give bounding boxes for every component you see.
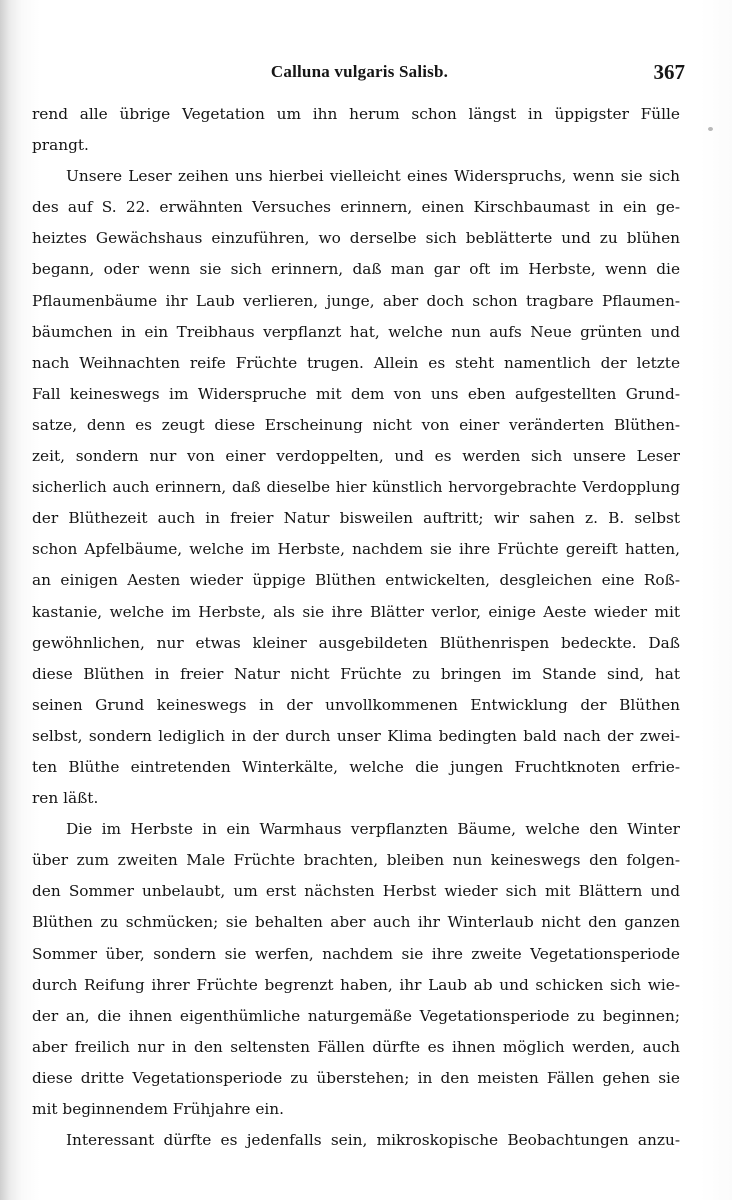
text-line: selbst, sondern lediglich in der durch unser Klima bedingten bald nach der zwei- xyxy=(32,726,680,745)
page-number: 367 xyxy=(653,60,685,84)
text-line: durch Reifung ihrer Früchte begrenzt haben, ihr Laub ab und schicken sich wie- xyxy=(32,975,680,994)
paragraph-first-line: Unsere Leser zeihen uns hierbei vielleicht eines Widerspruchs, wenn sie sich xyxy=(66,167,680,186)
page-header xyxy=(32,60,687,90)
text-line: seinen Grund keineswegs in der unvollkommenen Entwicklung der Blüthen xyxy=(32,695,680,714)
text-line: bäumchen in ein Treibhaus verpflanzt hat, welche nun aufs Neue grünten und xyxy=(32,322,680,341)
text-line: kastanie, welche im Herbste, als sie ihre Blätter verlor, einige Aeste wieder mit xyxy=(32,602,680,621)
paragraph-first-line: Die im Herbste in ein Warmhaus verpflanzten Bäume, welche den Winter xyxy=(66,820,680,839)
text-line: gewöhnlichen, nur etwas kleiner ausgebildeten Blüthenrispen bedeckte. Daß xyxy=(32,633,680,652)
text-line: sicherlich auch erinnern, daß dieselbe hier künstlich hervorgebrachte Verdopplung xyxy=(32,478,680,497)
text-line: prangt. xyxy=(32,136,89,155)
text-line: an einigen Aesten wieder üppige Blüthen entwickelten, desgleichen eine Roß- xyxy=(32,571,680,590)
text-line: aber freilich nur in den seltensten Fällen dürfte es ihnen möglich werden, auch xyxy=(32,1037,680,1056)
text-line: diese dritte Vegetationsperiode zu überstehen; in den meisten Fällen gehen sie xyxy=(32,1068,680,1087)
text-line: der an, die ihnen eigenthümliche naturgemäße Vegetationsperiode zu beginnen; xyxy=(32,1006,680,1025)
text-line: Pflaumenbäume ihr Laub verlieren, junge, aber doch schon tragbare Pflaumen- xyxy=(32,291,680,310)
text-line: ten Blüthe eintretenden Winterkälte, welche die jungen Fruchtknoten erfrie- xyxy=(32,757,680,776)
text-line: satze, denn es zeugt diese Erscheinung nicht von einer veränderten Blüthen- xyxy=(32,415,680,434)
body-text xyxy=(32,99,680,1156)
text-line: mit beginnendem Frühjahre ein. xyxy=(32,1100,284,1118)
running-title: Calluna vulgaris Salisb. xyxy=(270,62,449,81)
text-line: rend alle übrige Vegetation um ihn herum schon längst in üppigster Fülle xyxy=(32,105,680,123)
text-line: ren läßt. xyxy=(32,789,99,808)
text-line: diese Blüthen in freier Natur nicht Früchte zu bringen im Stande sind, hat xyxy=(32,664,680,683)
text-line: der Blüthezeit auch in freier Natur bisweilen auftritt; wir sahen z. B. selbst xyxy=(32,509,680,528)
text-line: Fall keineswegs im Widerspruche mit dem von uns eben aufgestellten Grund- xyxy=(32,384,680,403)
text-line: begann, oder wenn sie sich erinnern, daß man gar oft im Herbste, wenn die xyxy=(32,260,680,279)
text-line: nach Weihnachten reife Früchte trugen. Allein es steht namentlich der letzte xyxy=(32,353,680,372)
text-line: heiztes Gewächshaus einzuführen, wo derselbe sich beblätterte und zu blühen xyxy=(32,229,680,248)
text-line: zeit, sondern nur von einer verdoppelten, und es werden sich unsere Leser xyxy=(32,447,680,466)
text-line: den Sommer unbelaubt, um erst nächsten Herbst wieder sich mit Blättern und xyxy=(32,882,680,901)
paper-speck xyxy=(708,127,713,131)
text-line: über zum zweiten Male Früchte brachten, bleiben nun keineswegs den folgen- xyxy=(32,851,680,870)
text-line: des auf S. 22. erwähnten Versuches erinnern, einen Kirschbaumast in ein ge- xyxy=(32,198,680,217)
text-line: Blüthen zu schmücken; sie behalten aber auch ihr Winterlaub nicht den ganzen xyxy=(32,913,680,932)
text-line: schon Apfelbäume, welche im Herbste, nachdem sie ihre Früchte gereift hatten, xyxy=(32,540,680,559)
text-line: Sommer über, sondern sie werfen, nachdem sie ihre zweite Vegetationsperiode xyxy=(32,944,680,963)
paragraph-first-line: Interessant dürfte es jedenfalls sein, mikroskopische Beobachtungen anzu- xyxy=(66,1131,680,1150)
